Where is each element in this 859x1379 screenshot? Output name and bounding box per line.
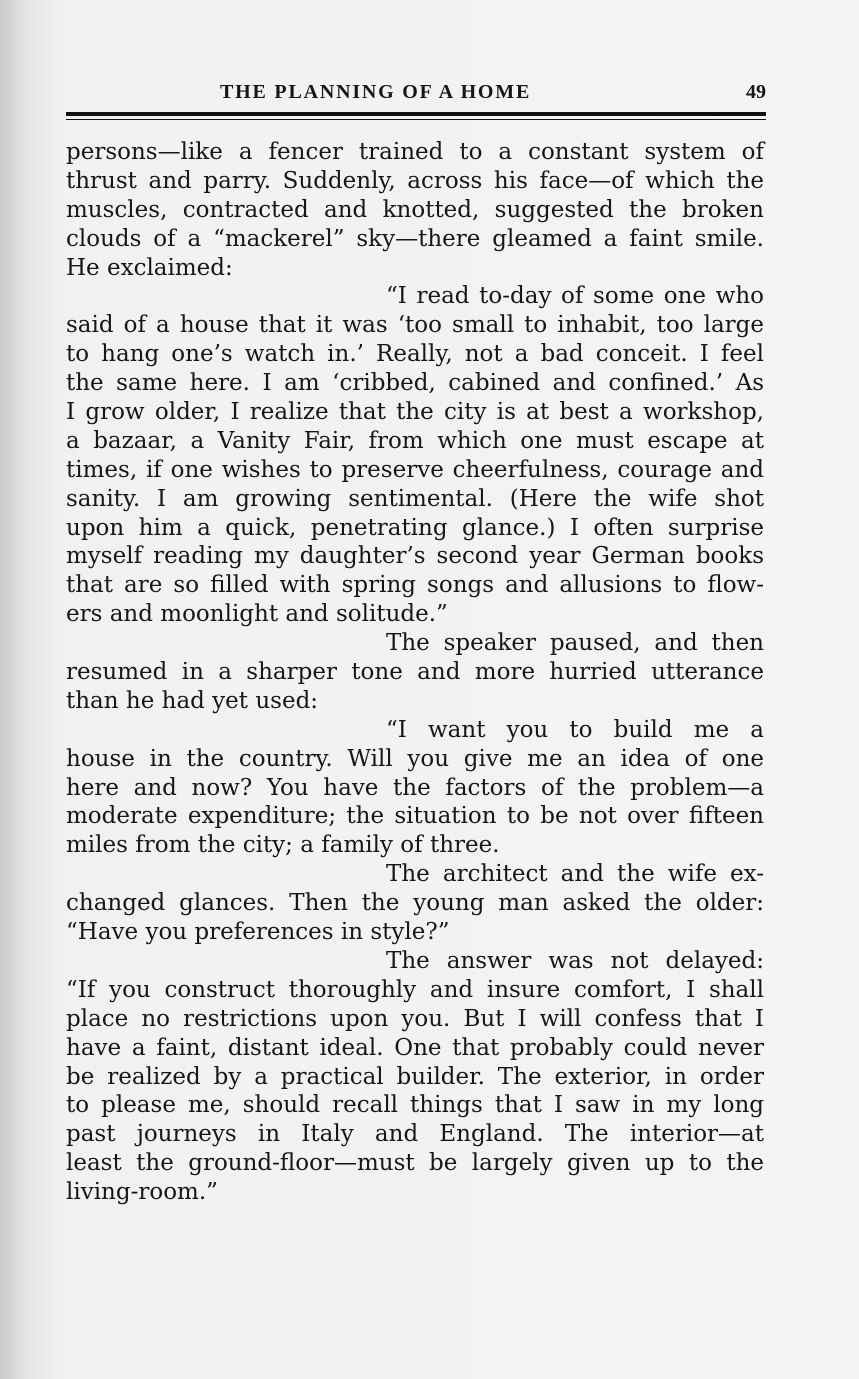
text-line: The speaker paused, and then [386, 630, 764, 657]
text-line: clouds of a “mackerel” sky—there gleamed a faint smile. [66, 225, 764, 252]
text-line: “I want you to build me a [386, 716, 764, 743]
text-line: living-room.” [66, 1179, 218, 1206]
text-line: than he had yet used: [66, 687, 319, 714]
text-line: The architect and the wife ex- [386, 861, 764, 888]
page-header [66, 80, 766, 104]
text-line: persons—like a fencer trained to a constant system of [66, 139, 764, 165]
text-line: “If you construct thoroughly and insure comfort, I shall [66, 976, 764, 1003]
text-line: a bazaar, a Vanity Fair, from which one must escape at [66, 427, 764, 454]
text-line: to hang one’s watch in.’ Really, not a bad conceit. I feel [66, 341, 764, 368]
text-line: said of a house that it was ‘too small to inhabit, too large [66, 312, 764, 339]
text-line: ers and moonlight and solitude.” [66, 601, 448, 628]
text-line: changed glances. Then the young man asked the older: [66, 890, 764, 917]
text-line: the same here. I am ‘cribbed, cabined and confined.’ As [66, 370, 764, 397]
text-line: have a faint, distant ideal. One that probably could never [66, 1034, 764, 1061]
header-rule-thick [66, 112, 766, 116]
text-line: past journeys in Italy and England. The interior—at [66, 1121, 764, 1148]
text-line: resumed in a sharper tone and more hurried utterance [66, 659, 764, 686]
text-line: myself reading my daughter’s second year German books [66, 543, 764, 570]
page-number: 49 [746, 81, 766, 103]
text-line: that are so filled with spring songs and allusions to flow- [66, 572, 764, 599]
text-line: muscles, contracted and knotted, suggested the broken [66, 196, 764, 223]
text-line: The answer was not delayed: [386, 947, 764, 974]
text-line: sanity. I am growing sentimental. (Here the wife shot [66, 485, 764, 512]
text-line: place no restrictions upon you. But I will confess that I [66, 1005, 764, 1032]
text-line: “I read to-day of some one who [386, 283, 764, 310]
header-rule-thin [66, 119, 766, 120]
text-line: He exclaimed: [66, 254, 233, 281]
text-line: miles from the city; a family of three. [66, 832, 500, 859]
text-line: I grow older, I realize that the city is at best a workshop, [66, 399, 764, 426]
text-line: moderate expenditure; the situation to be not over fifteen [66, 803, 764, 830]
text-line: house in the country. Will you give me an idea of one [66, 745, 764, 772]
running-title: THE PLANNING OF A HOME [220, 81, 532, 103]
text-line: thrust and parry. Suddenly, across his face—of which the [66, 167, 764, 194]
text-line: “Have you preferences in style?” [66, 919, 450, 946]
text-line: be realized by a practical builder. The exterior, in order [66, 1063, 764, 1090]
text-line: least the ground-floor—must be largely given up to the [66, 1150, 764, 1177]
text-line: to please me, should recall things that I saw in my long [66, 1092, 764, 1119]
body-text [66, 138, 764, 1207]
text-line: upon him a quick, penetrating glance.) I often surprise [66, 514, 764, 541]
text-line: here and now? You have the factors of the problem—a [66, 774, 764, 801]
text-line: times, if one wishes to preserve cheerfulness, courage and [66, 456, 764, 483]
